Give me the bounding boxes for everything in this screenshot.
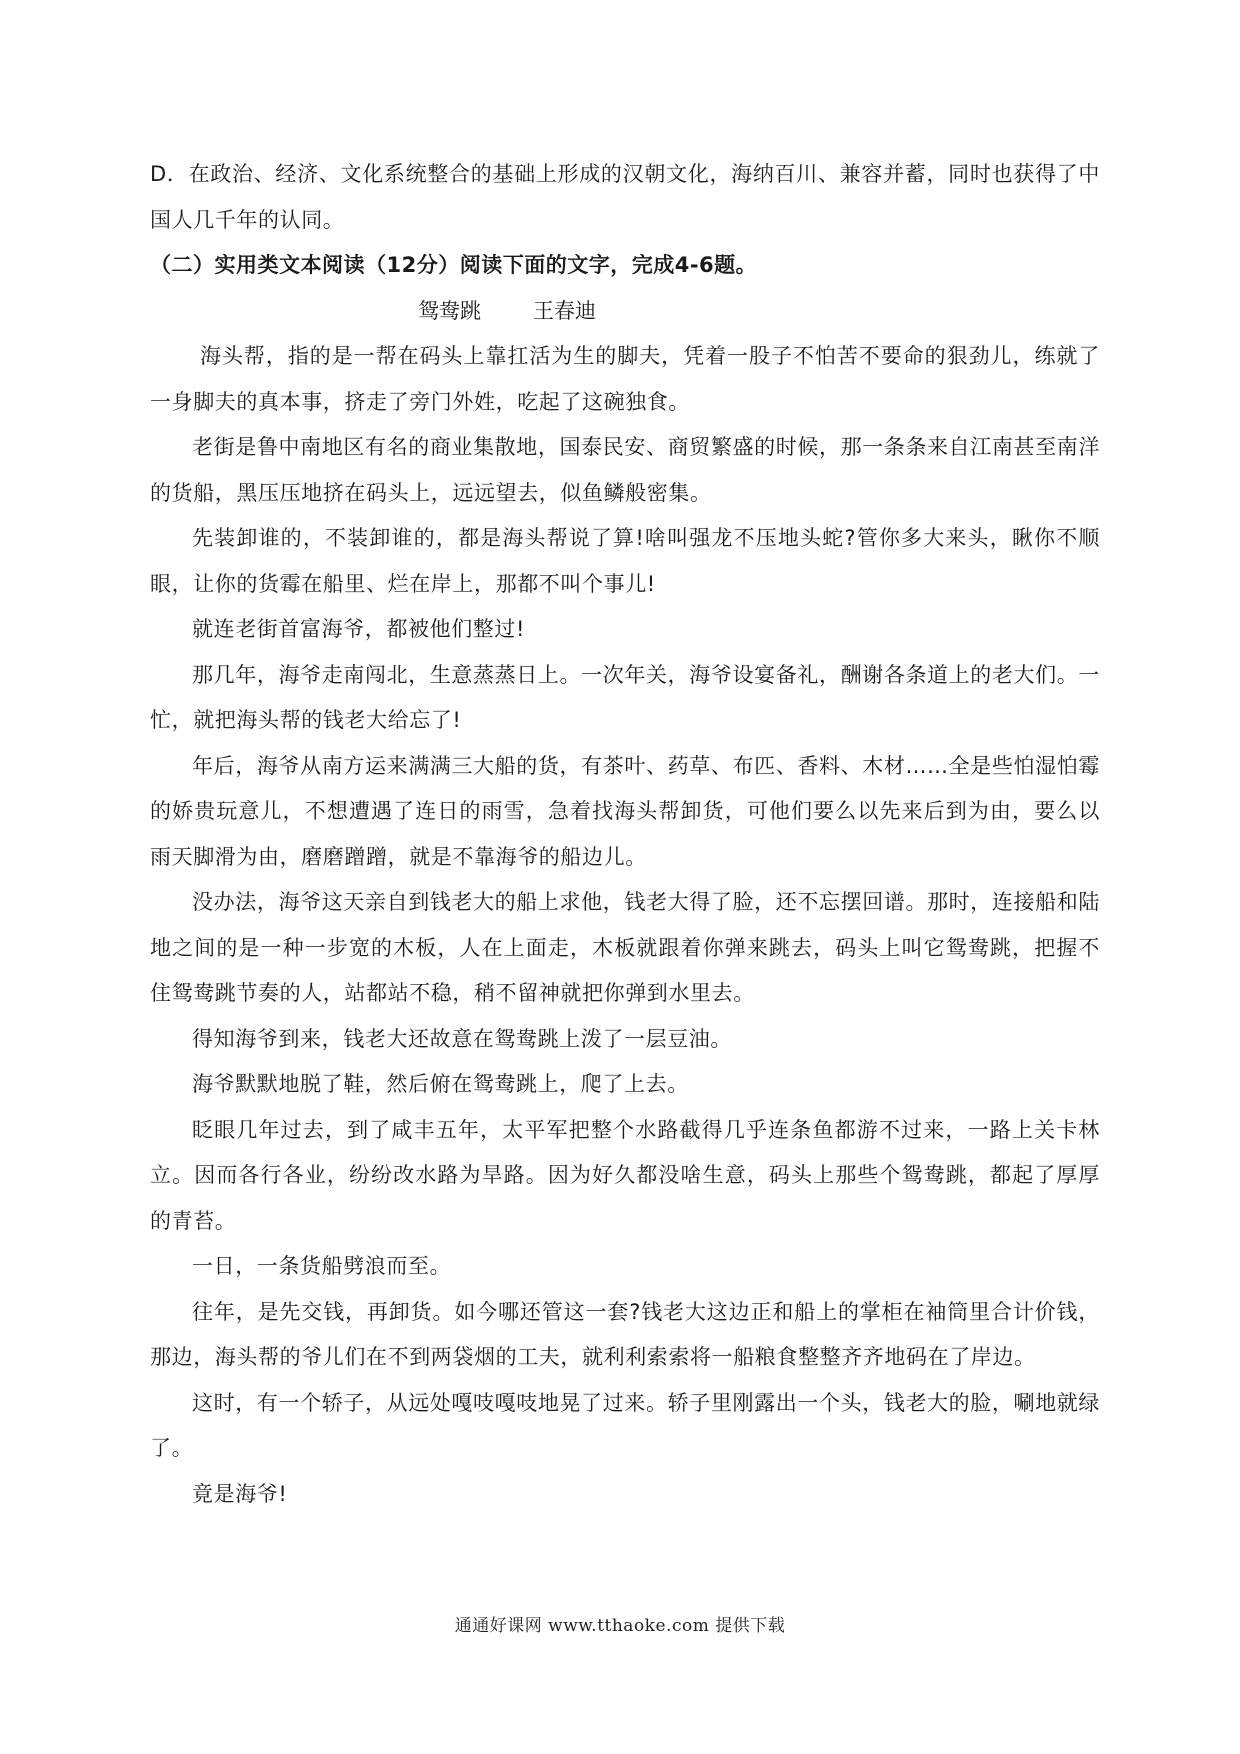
body-paragraph: 眨眼几年过去，到了咸丰五年，太平军把整个水路截得几乎连条鱼都游不过来，一路上关卡林立。因而各行各业，纷纷改水路为旱路。因为好久都没啥生意，码头上那些个鸳鸯跳，都起了厚厚的青苔。 (150, 1117, 1100, 1233)
document-body (150, 152, 1100, 1517)
body-paragraph: 那几年，海爷走南闯北，生意蒸蒸日上。一次年关，海爷设宴备礼，酬谢各条道上的老大们。一忙，就把海头帮的钱老大给忘了! (150, 662, 1100, 732)
body-paragraph: 海头帮，指的是一帮在码头上靠扛活为生的脚夫，凭着一股子不怕苦不要命的狠劲儿，练就了一身脚夫的真本事，挤走了旁门外姓，吃起了这碗独食。 (150, 344, 1100, 414)
body-paragraph: 海爷默默地脱了鞋，然后俯在鸳鸯跳上，爬了上去。 (192, 1072, 689, 1096)
body-paragraph: 往年，是先交钱，再卸货。如今哪还管这一套?钱老大这边正和船上的掌柜在袖筒里合计价钱，那边，海头帮的爷儿们在不到两袋烟的工夫，就利利索索将一船粮食整整齐齐地码在了岸边。 (150, 1299, 1100, 1369)
article-title: 鸳鸯跳 (418, 298, 481, 323)
body-paragraph: 得知海爷到来，钱老大还故意在鸳鸯跳上泼了一层豆油。 (192, 1026, 732, 1051)
body-paragraph: 就连老街首富海爷，都被他们整过! (192, 617, 526, 641)
body-paragraph: 这时，有一个轿子，从远处嘎吱嘎吱地晃了过来。轿子里刚露出一个头，钱老大的脸，唰地就绿了。 (150, 1390, 1100, 1460)
body-paragraph: 先装卸谁的，不装卸谁的，都是海头帮说了算!啥叫强龙不压地头蛇?管你多大来头，瞅你不顺眼，让你的货霉在船里、烂在岸上，那都不叫个事儿! (150, 526, 1100, 596)
body-paragraph: 没办法，海爷这天亲自到钱老大的船上求他，钱老大得了脸，还不忘摆回谱。那时，连接船和陆地之间的是一种一步宽的木板，人在上面走，木板就跟着你弹来跳去，码头上叫它鸳鸯跳，把握不住鸳鸯跳节奏的人，站都站不稳，稍不留神就把你弹到水里去。 (150, 890, 1100, 1005)
article-heading (150, 289, 1100, 335)
body-paragraph: 一日，一条货船劈浪而至。 (192, 1254, 452, 1278)
article-author: 王春迪 (533, 298, 596, 323)
option-d-paragraph: D．在政治、经济、文化系统整合的基础上形成的汉朝文化，海纳百川、兼容并蓄，同时也获得了中国人几千年的认同。 (150, 162, 1100, 232)
body-paragraph: 老街是鲁中南地区有名的商业集散地，国泰民安、商贸繁盛的时候，那一条条来自江南甚至南洋的货船，黑压压地挤在码头上，远远望去，似鱼鳞般密集。 (150, 435, 1100, 505)
section-heading: （二）实用类文本阅读（12分）阅读下面的文字，完成4-6题。 (150, 253, 758, 277)
body-paragraph: 竟是海爷! (192, 1481, 288, 1506)
page-footer: 通通好课网 www.tthaoke.com 提供下载 (454, 1616, 786, 1636)
body-paragraph: 年后，海爷从南方运来满满三大船的货，有茶叶、药草、布匹、香料、木材……全是些怕湿怕霉的娇贵玩意儿，不想遭遇了连日的雨雪，急着找海头帮卸货，可他们要么以先来后到为由，要么以雨天脚滑为由，磨磨蹭蹭，就是不靠海爷的船边儿。 (150, 753, 1100, 869)
